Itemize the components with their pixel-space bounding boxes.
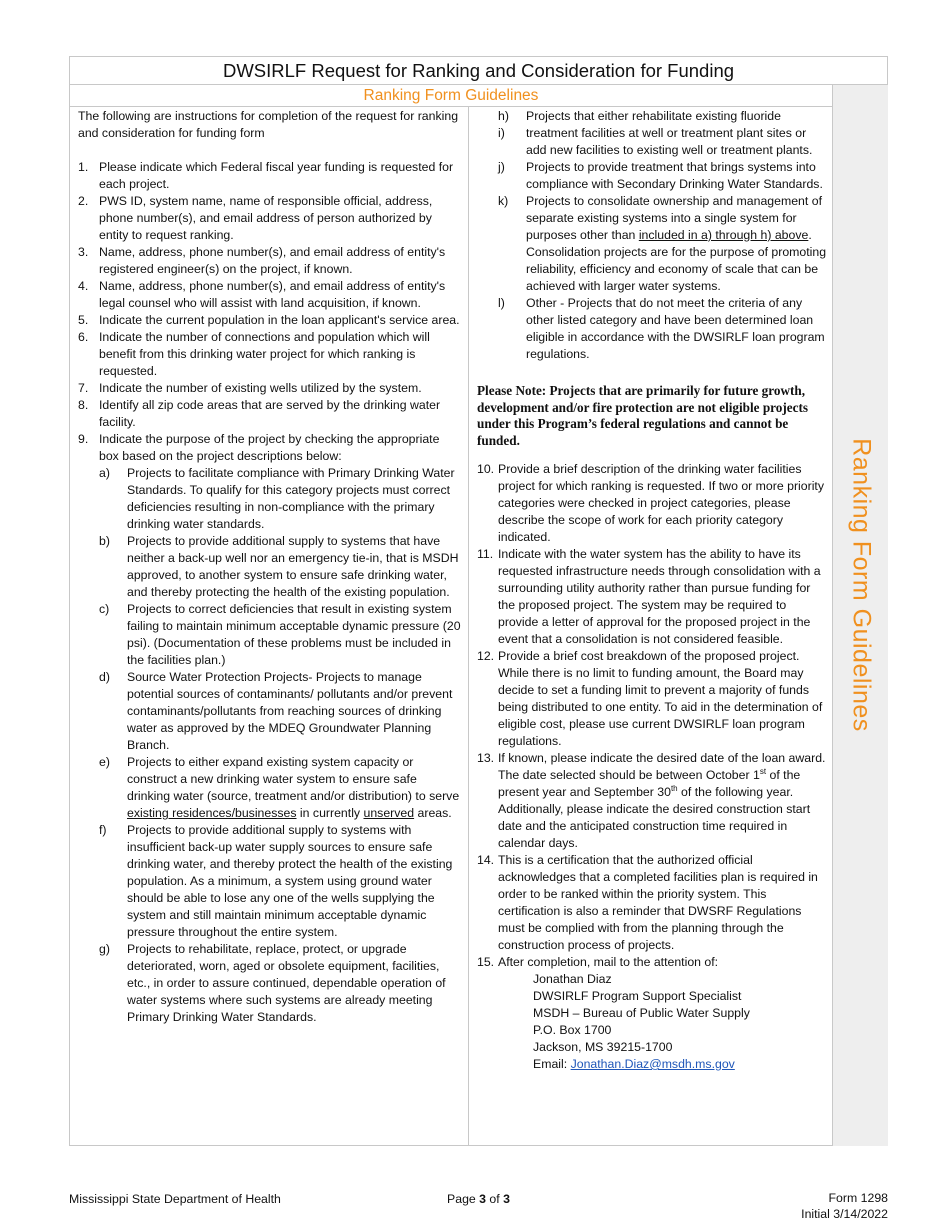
category-item: b) Projects to provide additional supply to systems that have neither a back-up well nor an emergency tie-in, that is MSDH approved, to another system to ensure safe drinking water, and thereby protecting the health of the existing population. [99, 534, 459, 599]
page-title: DWSIRLF Request for Ranking and Consideration for Funding [70, 57, 887, 85]
mailing-address [477, 971, 827, 1073]
category-item: l) Other - Projects that do not meet the criteria of any other listed category and have been determined loan eligible in accordance with the DWSIRLF loan program regulations. [498, 296, 825, 361]
instruction-item: 14. This is a certification that the authorized official acknowledges that a completed facilities plan is required in order to be ranked within the priority system. This certification is also a reminder that DWSRF Regulations must be complied with from the planning through the construction process of projects. [477, 853, 818, 952]
column-divider [468, 107, 469, 1146]
category-item: c) Projects to correct deficiencies that result in existing system failing to maintain minimum acceptable dynamic pressure (20 psi). (Documentation of these problems must be included in the facilities plan.) [99, 602, 461, 667]
underlined-text: existing residences/businesses [127, 806, 297, 820]
left-column [78, 108, 462, 1026]
footer-org: Mississippi State Department of Health [69, 1192, 281, 1206]
instruction-item: 2. PWS ID, system name, name of responsible official, address, phone number(s), and email address of person authorized by entity to request ranking. [78, 194, 433, 242]
instruction-item: 7. Indicate the number of existing wells utilized by the system. [78, 381, 422, 395]
category-item: j) Projects to provide treatment that brings systems into compliance with Secondary Drinking Water Standards. [498, 160, 823, 191]
instruction-item: 6. Indicate the number of connections and population which will benefit from this drinking water project for which ranking is requested. [78, 330, 430, 378]
side-band [832, 85, 888, 1146]
email-link[interactable]: Jonathan.Diaz@msdh.ms.gov [570, 1057, 735, 1071]
category-item: f) Projects to provide additional supply to systems with insufficient back-up water supply sources to ensure safe drinking water, and thereby protect the health of the existing population. As a minimum, a system using ground water should be able to lose any one of the wells supplying the system and still maintain minimum acceptable dynamic pressure throughout the entire system. [99, 823, 453, 939]
intro-text: The following are instructions for completion of the request for ranking and consideration for funding form [78, 109, 459, 140]
instruction-item: 11. Indicate with the water system has the ability to have its requested infrastructure needs through consolidation with a surrounding utility authority rather than pursue funding for the proposed project. The system may be required to provide a letter of approval for the proposed project in the event that a consolidation is not considered feasible. [477, 547, 821, 646]
instruction-item: 5. Indicate the current population in the loan applicant's service area. [78, 313, 460, 327]
instruction-item: 3. Name, address, phone number(s), and email address of entity's registered engineer(s) on the project, if known. [78, 245, 446, 276]
category-item: g) Projects to rehabilitate, replace, protect, or upgrade deteriorated, worn, aged or obsolete equipment, facilities, etc., in order to assure continued, dependable operation of water systems where such systems are already meeting Primary Drinking Water Standards. [99, 942, 446, 1024]
category-item: i) treatment facilities at well or treatment plant sites or add new facilities to existing well or treatment plants. [498, 126, 813, 157]
contact-org: MSDH – Bureau of Public Water Supply [533, 1006, 750, 1020]
instruction-item: 12. Provide a brief cost breakdown of the proposed project. While there is no limit to funding amount, the Board may decide to set a funding limit to prevent a majority of funds being distributed to one entity. To aid in the determination of eligible cost, please use current DWSIRLF loan program regulations. [477, 649, 823, 748]
category-item: d) Source Water Protection Projects- Projects to manage potential sources of contaminants/ pollutants and/or prevent contaminants/pollutants from reaching sources of drinking water as approved by the MDEQ Groundwater Planning Branch. [99, 670, 453, 752]
instruction-item: 13. If known, please indicate the desired date of the loan award. The date selected should be between October 1st of the present year and September 30th of the following year. Additionally, please indicate the desired construction start date and the anticipated construction time required in calendar days. [477, 751, 826, 850]
contact-role: DWSIRLF Program Support Specialist [533, 989, 742, 1003]
instruction-item: 8. Identify all zip code areas that are served by the drinking water facility. [78, 398, 441, 429]
eligibility-note: Please Note: Projects that are primarily for future growth, development and/or fire protection are not eligible projects under this Program’s federal regulations and cannot be funded. [477, 383, 808, 448]
instruction-item: 15. After completion, mail to the attention of: [477, 955, 719, 969]
right-column [477, 108, 827, 1073]
page-number: Page 3 of 3 [447, 1192, 510, 1206]
city-state-zip: Jackson, MS 39215-1700 [533, 1040, 673, 1054]
underlined-text: unserved [363, 806, 415, 820]
instruction-item: 1. Please indicate which Federal fiscal year funding is requested for each project. [78, 160, 454, 191]
email-line: Email: Jonathan.Diaz@msdh.ms.gov [533, 1057, 735, 1071]
section-subtitle: Ranking Form Guidelines [70, 85, 832, 107]
instruction-item: 9. Indicate the purpose of the project by checking the appropriate box based on the project descriptions below: [78, 432, 440, 463]
form-id: Form 1298 Initial 3/14/2022 [801, 1191, 888, 1221]
category-item: a) Projects to facilitate compliance with Primary Drinking Water Standards. To qualify for this category projects must correct deficiencies resulting in non-compliance with the primary drinking water standards. [99, 466, 455, 531]
form-frame [69, 56, 888, 1146]
po-box: P.O. Box 1700 [533, 1023, 612, 1037]
side-label: Ranking Form Guidelines [847, 438, 876, 732]
category-item: k) Projects to consolidate ownership and management of separate existing systems into a single system for purposes other than included in a) through h) above. Consolidation projects are for the purpose of promoting reliability, efficiency and economy of scale that can be achieved with larger water systems. [498, 194, 827, 293]
category-item: e) Projects to either expand existing system capacity or construct a new drinking water system to ensure safe drinking water (source, treatment and/or distribution) to serve existing residences/businesses in currently unserved areas. [99, 755, 460, 820]
category-item: h) Projects that either rehabilitate existing fluoride [498, 109, 781, 123]
underlined-text: included in a) through h) above [638, 228, 809, 242]
contact-name: Jonathan Diaz [533, 972, 612, 986]
instruction-item: 10. Provide a brief description of the drinking water facilities project for which ranking is requested. If two or more priority categories were checked in project categories, please describe the scope of work for each priority category indicated. [477, 462, 824, 544]
instruction-item: 4. Name, address, phone number(s), and email address of entity's legal counsel who will assist with land acquisition, if known. [78, 279, 446, 310]
